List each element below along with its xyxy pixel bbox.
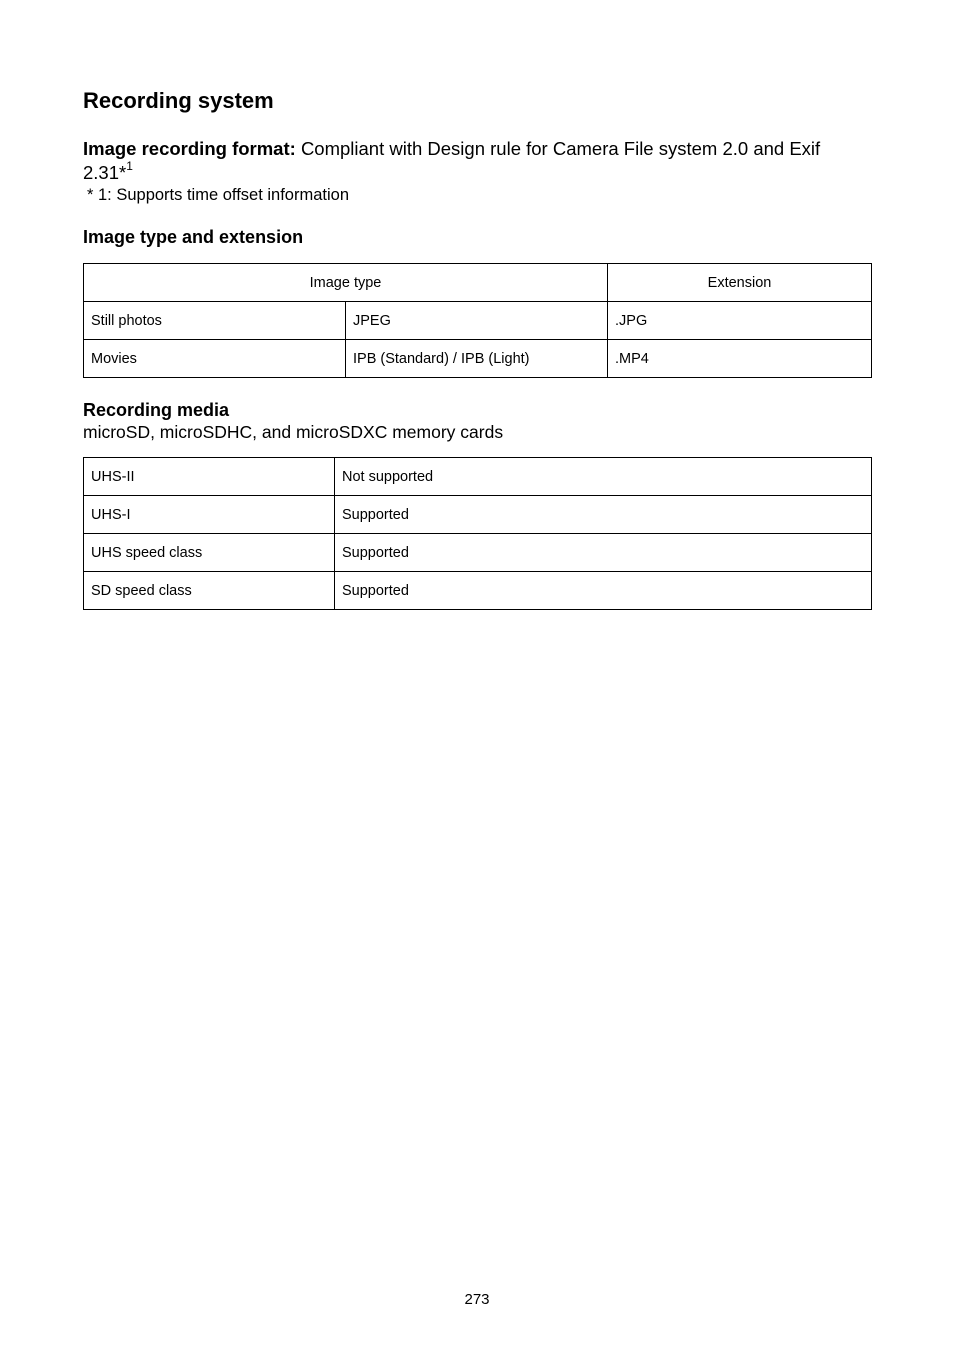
page-number: 273 (464, 1291, 490, 1308)
footnote: * 1: Supports time offset information (87, 186, 349, 204)
cell-media-item: UHS-II (84, 458, 335, 496)
cell-extension: .MP4 (608, 340, 872, 378)
table-header-row (84, 264, 872, 302)
cell-media-item: SD speed class (84, 572, 335, 610)
cell-media-status: Not supported (335, 458, 872, 496)
image-recording-format-text: Compliant with Design rule for Camera File system 2.0 and Exif 2.31* (83, 138, 821, 183)
table-row (84, 496, 872, 534)
recording-media-table (83, 457, 872, 610)
cell-image-format: JPEG (346, 302, 608, 340)
image-recording-format-label: Image recording format: (83, 138, 296, 159)
cell-image-type: Still photos (84, 302, 346, 340)
cell-extension: .JPG (608, 302, 872, 340)
header-image-type: Image type (84, 264, 608, 302)
cell-media-item: UHS speed class (84, 534, 335, 572)
recording-media-heading: Recording media (83, 400, 230, 420)
table-row (84, 534, 872, 572)
image-type-heading: Image type and extension (83, 227, 304, 247)
cell-media-status: Supported (335, 572, 872, 610)
footnote-marker: 1 (126, 158, 133, 173)
image-type-table (83, 263, 872, 378)
cell-image-format: IPB (Standard) / IPB (Light) (346, 340, 608, 378)
table-row (84, 458, 872, 496)
table-row (84, 340, 872, 378)
cell-image-type: Movies (84, 340, 346, 378)
cell-media-item: UHS-I (84, 496, 335, 534)
cell-media-status: Supported (335, 496, 872, 534)
header-extension: Extension (608, 264, 872, 302)
cell-media-status: Supported (335, 534, 872, 572)
table-row (84, 572, 872, 610)
page-title: Recording system (83, 88, 274, 113)
recording-media-description: microSD, microSDHC, and microSDXC memory cards (83, 422, 504, 442)
image-recording-format (83, 137, 873, 185)
table-row (84, 302, 872, 340)
